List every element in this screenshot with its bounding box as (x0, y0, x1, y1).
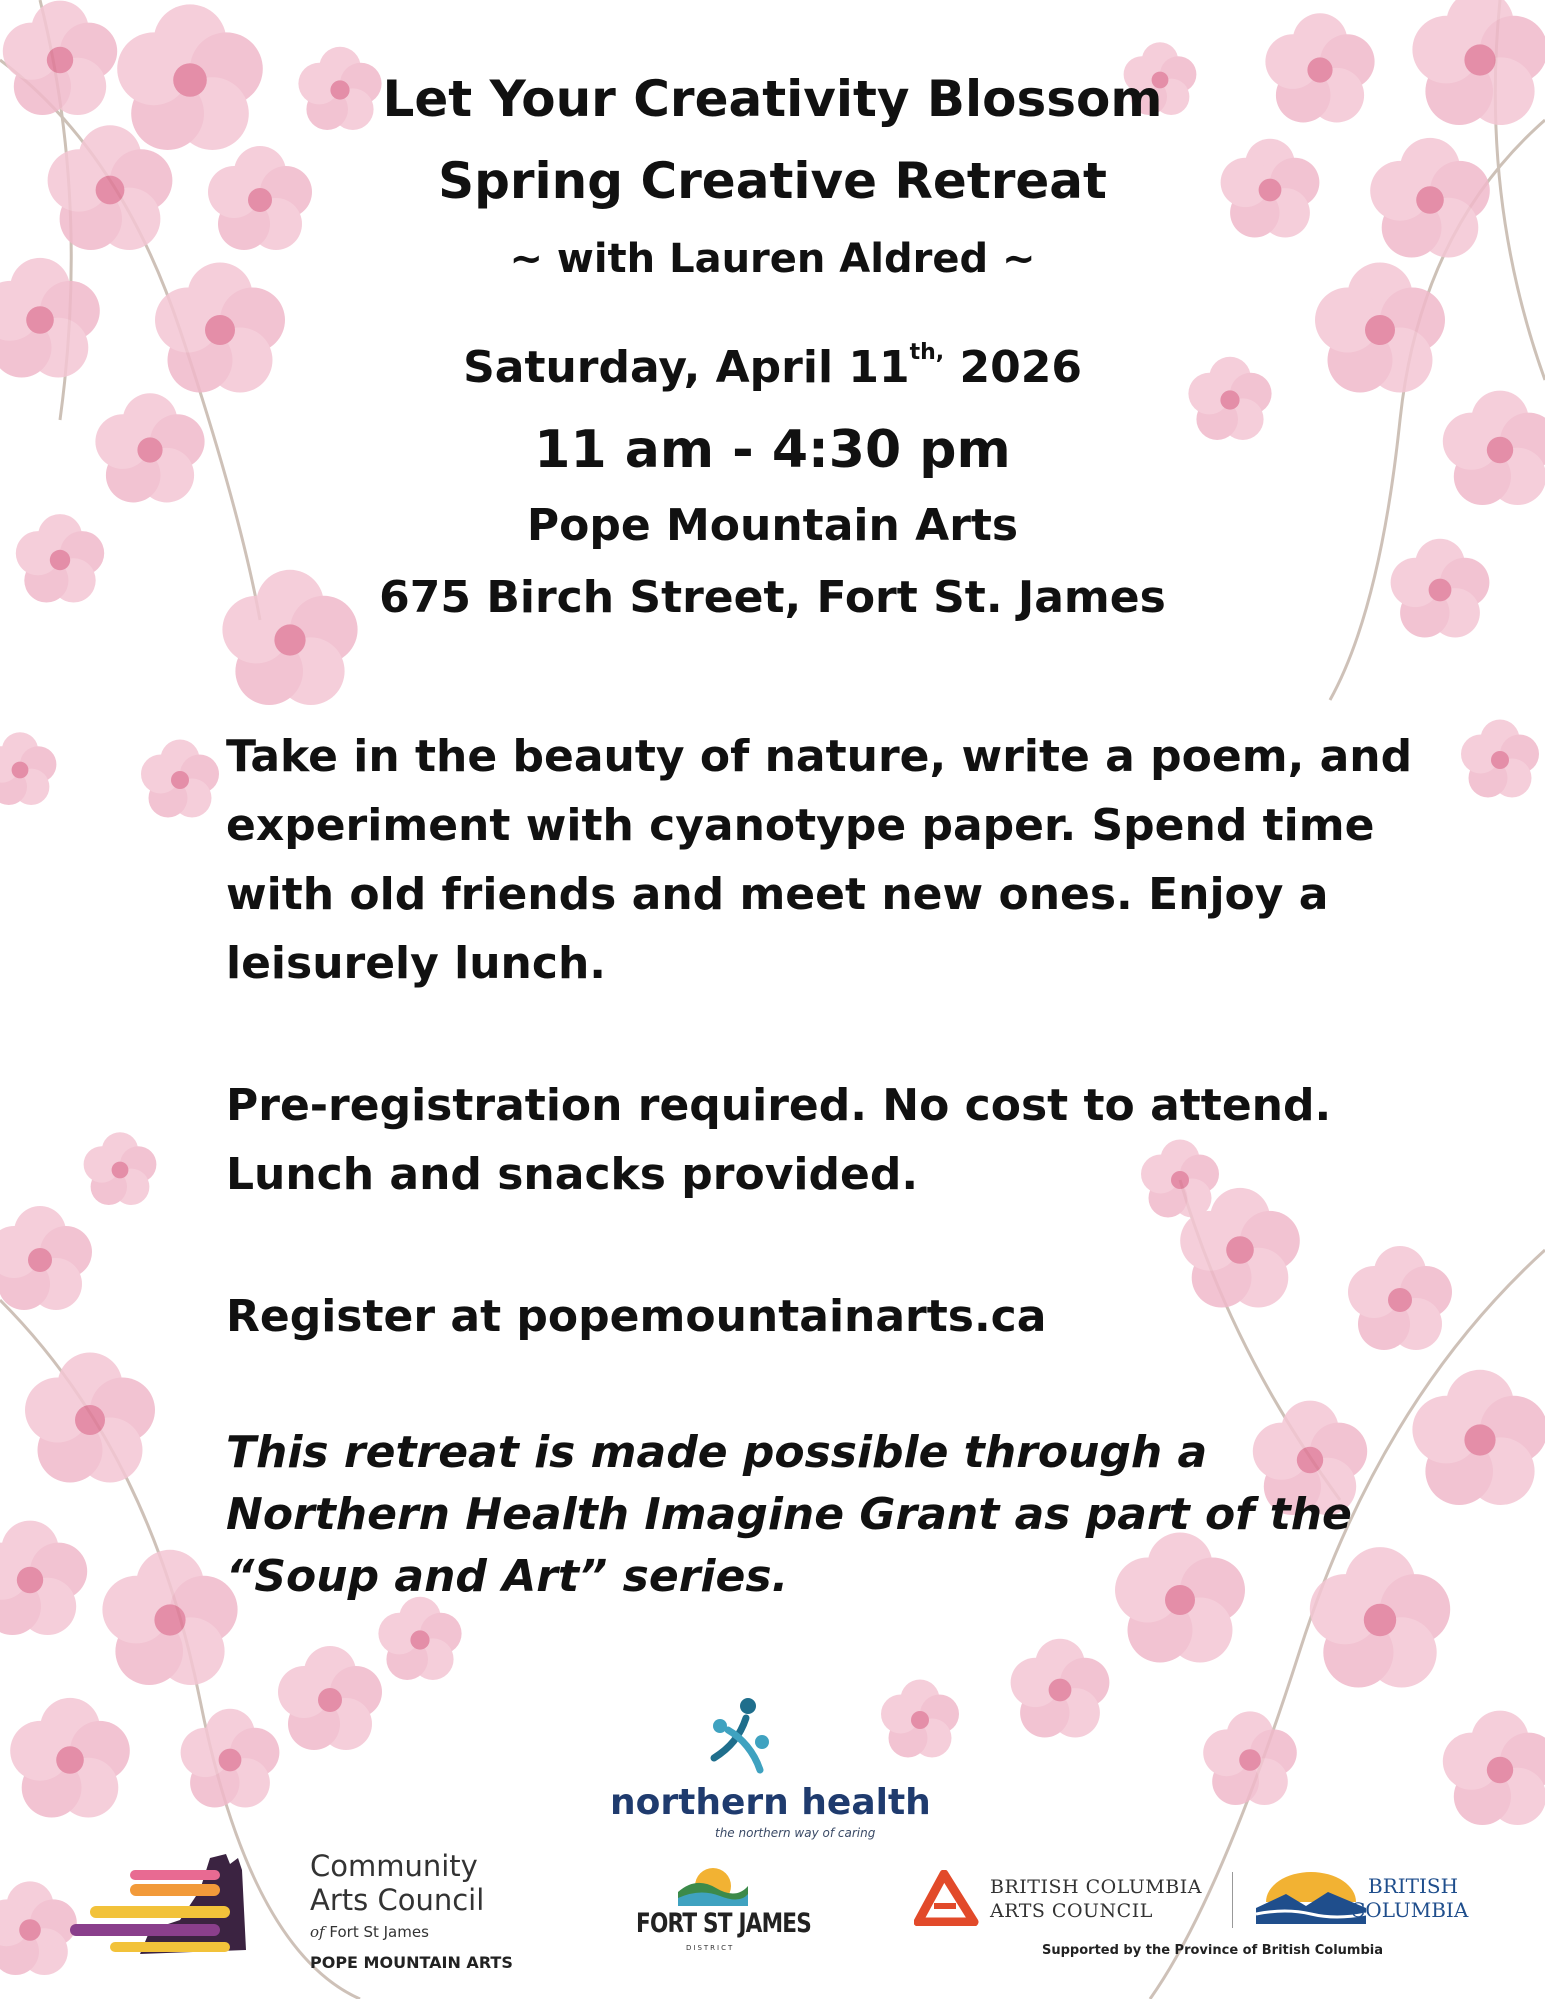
date-prefix: Saturday, April 11 (463, 342, 910, 393)
supported-by-text: Supported by the Province of British Columbia (1042, 1943, 1383, 1958)
host-line: ~ with Lauren Aldred ~ (509, 236, 1036, 282)
title-line-2: Spring Creative Retreat (438, 152, 1107, 210)
register-link[interactable]: Register at popemountainarts.ca (226, 1291, 1047, 1342)
fort-st-james-district: DISTRICT (686, 1944, 735, 1952)
cac-line-3-place: Fort St James (329, 1923, 429, 1941)
logo-divider (1232, 1872, 1233, 1928)
bc-line-2: COLUMBIA (1350, 1898, 1469, 1922)
northern-health-tagline: the northern way of caring (715, 1826, 876, 1840)
cac-line-1: Community (310, 1849, 478, 1883)
cac-line-3-prefix: of (310, 1923, 325, 1941)
bc-line-1: BRITISH (1368, 1874, 1459, 1898)
event-venue: Pope Mountain Arts (526, 500, 1019, 551)
fort-st-james-name: FORT ST JAMES (636, 1908, 812, 1939)
event-time: 11 am - 4:30 pm (534, 420, 1011, 480)
bc-arts-council-logo (914, 1870, 980, 1926)
date-year: 2026 (959, 342, 1082, 393)
description-paragraph: Take in the beauty of nature, write a poem, and experiment with cyanotype paper. Spend time with old friends and meet new ones. Enjoy a leisurely lunch. (226, 731, 1413, 989)
community-arts-council-logo (70, 1850, 300, 1960)
event-date (0, 342, 1545, 393)
registration-paragraph: Pre-registration required. No cost to attend. Lunch and snacks provided. (226, 1080, 1332, 1200)
title-line-1: Let Your Creativity Blossom (382, 70, 1163, 128)
bcac-line-2: ARTS COUNCIL (990, 1900, 1153, 1922)
cac-line-4: POPE MOUNTAIN ARTS (310, 1953, 513, 1972)
grant-acknowledgement: This retreat is made possible through a Northern Health Imagine Grant as part of the “Soup and Art” series. (226, 1427, 1352, 1602)
northern-health-logo (700, 1696, 780, 1776)
event-address: 675 Birch Street, Fort St. James (379, 572, 1166, 623)
fort-st-james-logo (676, 1866, 750, 1906)
date-suffix: th, (909, 340, 945, 365)
cac-line-2: Arts Council (310, 1883, 485, 1917)
cac-line-3 (310, 1923, 429, 1941)
northern-health-name: northern health (610, 1782, 931, 1823)
bcac-line-1: BRITISH COLUMBIA (990, 1876, 1202, 1898)
